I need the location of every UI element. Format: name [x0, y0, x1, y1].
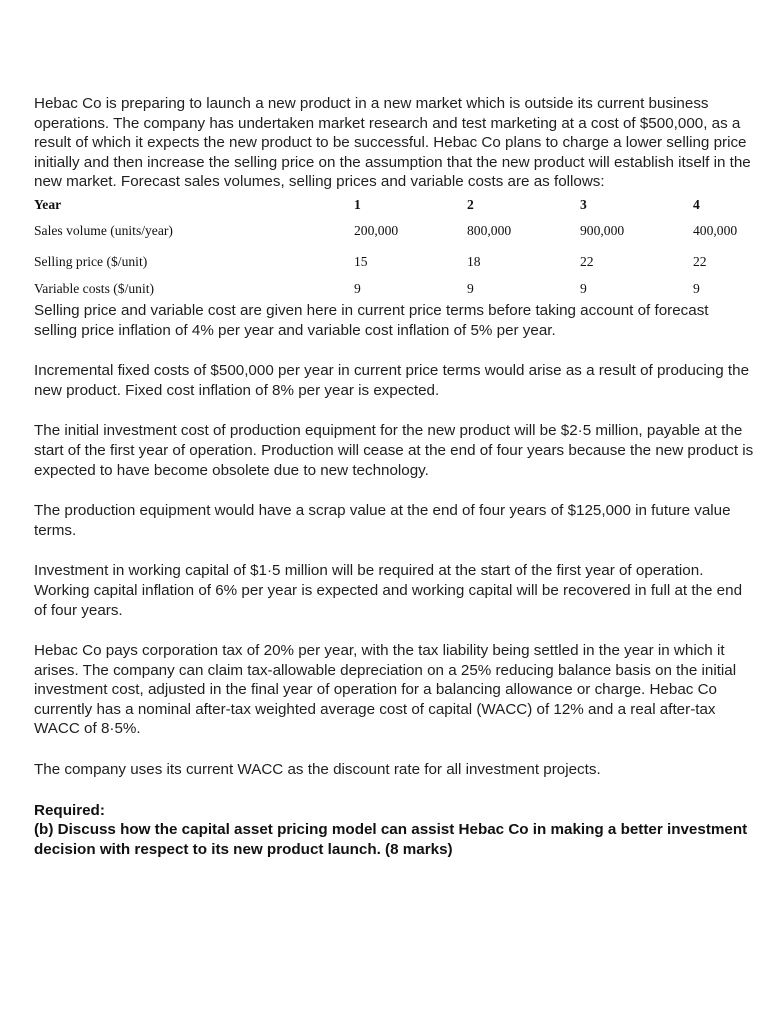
scrap-value-paragraph: The production equipment would have a scrap value at the end of four years of $125,000 in future value terms. [34, 502, 731, 539]
table-cell: 400,000 [693, 223, 738, 239]
table-cell: 22 [693, 253, 707, 269]
table-row [34, 277, 762, 301]
table-cell: 800,000 [467, 223, 512, 239]
table-cell: 200,000 [354, 223, 399, 239]
table-cell: 18 [467, 253, 481, 269]
header-year-2: 2 [467, 196, 474, 212]
table-row [34, 246, 762, 277]
inflation-paragraph: Selling price and variable cost are given here in current price terms before taking account of forecast selling price inflation of 4% per year and variable cost inflation of 5% per year. [34, 301, 709, 339]
wacc-paragraph: The company uses its current WACC as the discount rate for all investment projects. [34, 761, 601, 779]
table-cell: 22 [580, 253, 594, 269]
row-label: Sales volume (units/year) [34, 223, 173, 239]
fixed-costs-paragraph: Incremental fixed costs of $500,000 per year in current price terms would arise as a result of producing the new product. Fixed cost inflation of 8% per year is expected. [34, 362, 750, 399]
tax-paragraph: Hebac Co pays corporation tax of 20% per year, with the tax liability being settled in the year in which it arises. The company can claim tax-allowable depreciation on a 25% reducing balance basis on the initial investment cost, adjusted in the final year of operation for a balancing allowance or charge. Hebac Co currently has a nominal after-tax weighted average cost of capital (WACC) of 12% and a real after-tax WACC of 8·5%. [34, 642, 737, 738]
table-row [34, 216, 762, 247]
row-label: Selling price ($/unit) [34, 253, 148, 269]
intro-paragraph: Hebac Co is preparing to launch a new product in a new market which is outside its current business operations. The company has undertaken market research and test marketing at a cost of $500,000, as a result of which it expects the new product to be successful. Hebac Co plans to charge a lower selling price initially and then increase the selling price on the assumption that the new product will establish itself in the new market. Forecast sales volumes, selling prices and variable costs are as follows: [34, 95, 751, 191]
document-page [34, 94, 754, 859]
header-year-4: 4 [693, 196, 700, 212]
table-cell: 900,000 [580, 223, 625, 239]
required-label: Required: [34, 801, 105, 819]
table-cell: 9 [580, 280, 587, 296]
row-label: Variable costs ($/unit) [34, 280, 155, 296]
table-cell: 15 [354, 253, 368, 269]
header-year-1: 1 [354, 196, 361, 212]
forecast-table [34, 194, 762, 301]
table-cell: 9 [693, 280, 700, 296]
question-text: (b) Discuss how the capital asset pricing model can assist Hebac Co in making a better investment decision with respect to its new product launch. (8 marks) [34, 821, 748, 858]
header-year-3: 3 [580, 196, 587, 212]
table-cell: 9 [467, 280, 474, 296]
table-cell: 9 [354, 280, 361, 296]
investment-paragraph: The initial investment cost of production equipment for the new product will be $2·5 million, payable at the start of the first year of operation. Production will cease at the end of four years because the new product is expected to have become obsolete due to new technology. [34, 422, 754, 479]
table-header-row [34, 194, 762, 216]
working-capital-paragraph: Investment in working capital of $1·5 million will be required at the start of the first year of operation. Working capital inflation of 6% per year is expected and working capital will be recovered in full at the end of four years. [34, 562, 743, 619]
header-year: Year [34, 196, 62, 212]
